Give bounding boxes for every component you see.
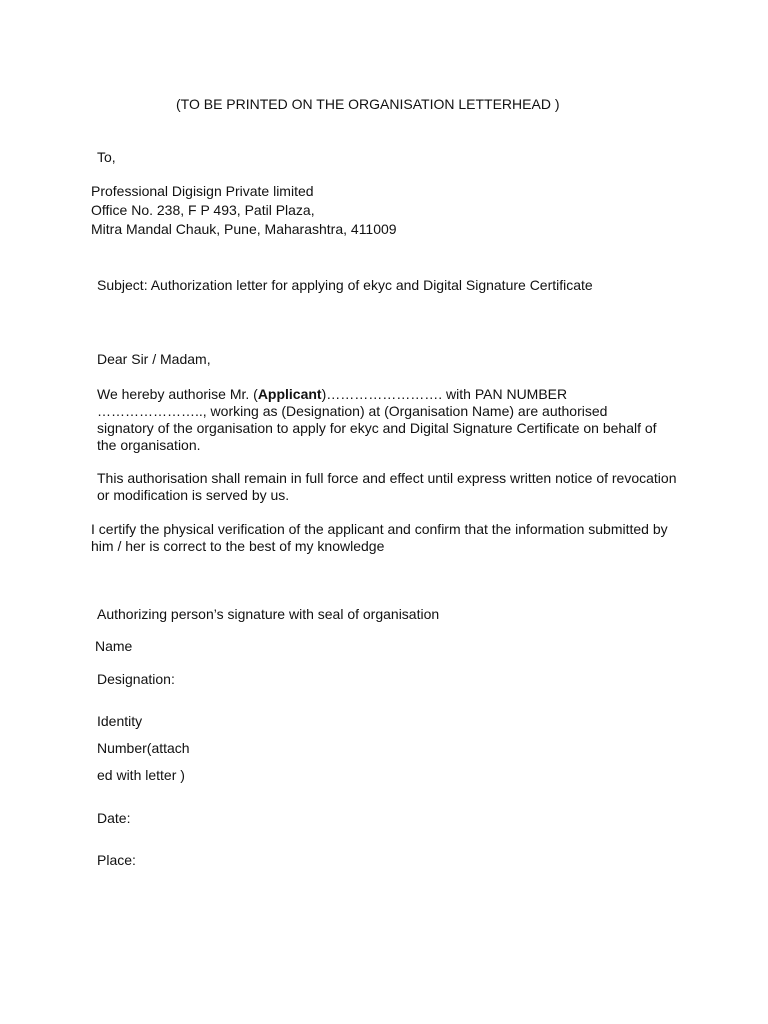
paragraph-line: I certify the physical verification of the applicant and confirm that the information submitted by <box>91 521 668 537</box>
salutation: Dear Sir / Madam, <box>97 351 211 367</box>
paragraph-line: This authorisation shall remain in full force and effect until express written notice of revocation <box>97 470 677 486</box>
identity-label-line: Identity <box>97 713 143 729</box>
paragraph-line: or modification is served by us. <box>97 487 290 503</box>
identity-label-line: Number(attach <box>97 740 190 756</box>
paragraph-line: the organisation. <box>97 437 201 453</box>
paragraph-text: We hereby authorise Mr. ( <box>97 386 258 402</box>
paragraph-line: signatory of the organisation to apply for ekyc and Digital Signature Certificate on behalf of <box>97 420 657 436</box>
subject-line: Subject: Authorization letter for applying of ekyc and Digital Signature Certificate <box>97 277 593 293</box>
address-line: Professional Digisign Private limited <box>91 183 314 199</box>
address-line: Office No. 238, F P 493, Patil Plaza, <box>91 202 315 218</box>
name-label: Name <box>95 638 133 654</box>
to-label: To, <box>97 149 116 165</box>
signature-label: Authorizing person’s signature with seal of organisation <box>97 606 440 622</box>
designation-label: Designation: <box>97 671 175 687</box>
date-label: Date: <box>97 810 131 826</box>
letterhead-note: (TO BE PRINTED ON THE ORGANISATION LETTERHEAD ) <box>176 96 560 112</box>
paragraph-line: him / her is correct to the best of my knowledge <box>91 538 385 554</box>
paragraph-line <box>97 386 567 403</box>
identity-label-line: ed with letter ) <box>97 767 185 783</box>
paragraph-line: ………………….., working as (Designation) at (Organisation Name) are authorised <box>97 403 608 419</box>
place-label: Place: <box>97 852 136 868</box>
applicant-placeholder: Applicant <box>257 386 322 402</box>
address-line: Mitra Mandal Chauk, Pune, Maharashtra, 411009 <box>91 221 397 237</box>
paragraph-text: )……………………. with PAN NUMBER <box>321 386 568 402</box>
